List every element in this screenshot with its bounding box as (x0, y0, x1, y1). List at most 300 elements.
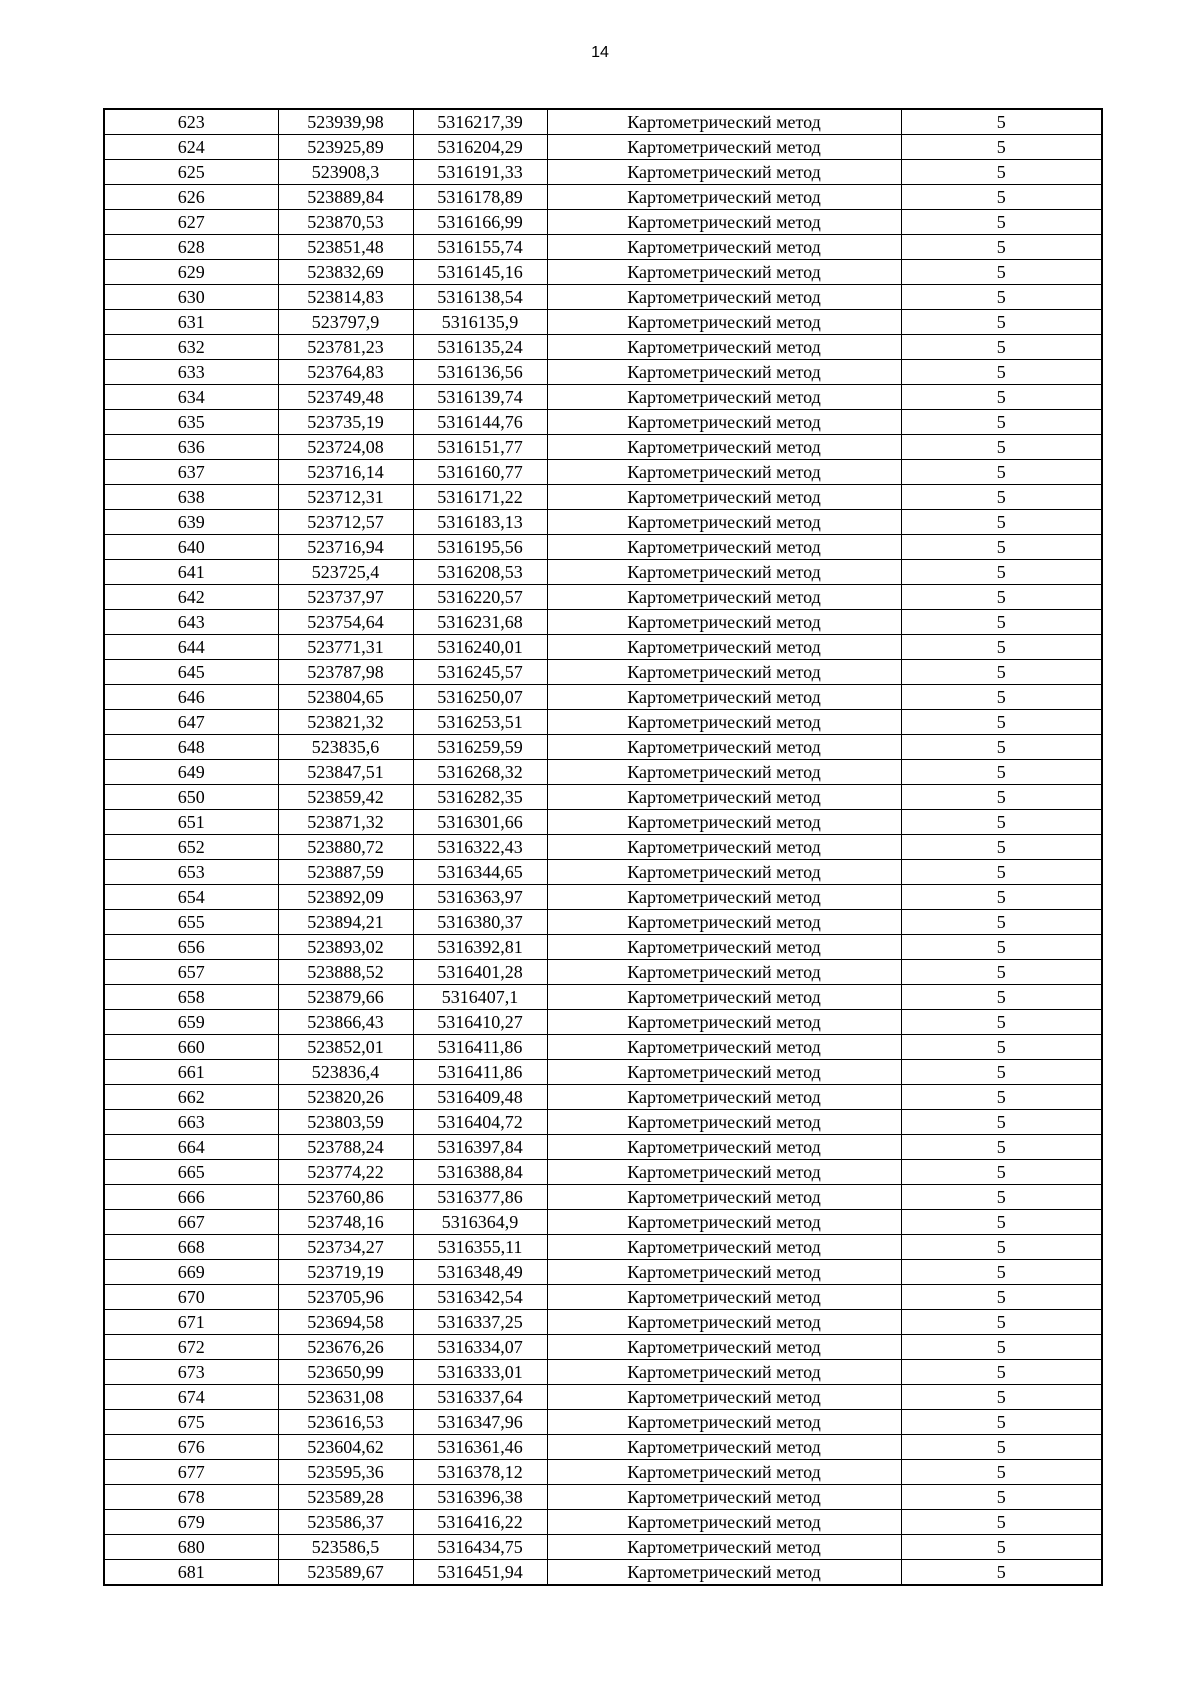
method-cell: Картометрический метод (547, 410, 901, 435)
point-number-cell: 623 (104, 109, 278, 135)
accuracy-cell: 5 (901, 1210, 1102, 1235)
method-cell: Картометрический метод (547, 1510, 901, 1535)
y-coordinate-cell: 5316144,76 (413, 410, 547, 435)
x-coordinate-cell: 523866,43 (278, 1010, 413, 1035)
accuracy-cell: 5 (901, 1535, 1102, 1560)
x-coordinate-cell: 523804,65 (278, 685, 413, 710)
method-cell: Картометрический метод (547, 860, 901, 885)
point-number-cell: 680 (104, 1535, 278, 1560)
table-row (104, 310, 1102, 335)
method-cell: Картометрический метод (547, 1110, 901, 1135)
table-row (104, 1310, 1102, 1335)
x-coordinate-cell: 523586,5 (278, 1535, 413, 1560)
x-coordinate-cell: 523650,99 (278, 1360, 413, 1385)
method-cell: Картометрический метод (547, 910, 901, 935)
point-number-cell: 643 (104, 610, 278, 635)
y-coordinate-cell: 5316434,75 (413, 1535, 547, 1560)
method-cell: Картометрический метод (547, 560, 901, 585)
table-row (104, 910, 1102, 935)
table-row (104, 1085, 1102, 1110)
y-coordinate-cell: 5316136,56 (413, 360, 547, 385)
method-cell: Картометрический метод (547, 1560, 901, 1586)
table-row (104, 385, 1102, 410)
x-coordinate-cell: 523748,16 (278, 1210, 413, 1235)
x-coordinate-cell: 523712,57 (278, 510, 413, 535)
y-coordinate-cell: 5316220,57 (413, 585, 547, 610)
method-cell: Картометрический метод (547, 685, 901, 710)
accuracy-cell: 5 (901, 910, 1102, 935)
x-coordinate-cell: 523781,23 (278, 335, 413, 360)
accuracy-cell: 5 (901, 1185, 1102, 1210)
method-cell: Картометрический метод (547, 835, 901, 860)
x-coordinate-cell: 523851,48 (278, 235, 413, 260)
method-cell: Картометрический метод (547, 935, 901, 960)
accuracy-cell: 5 (901, 385, 1102, 410)
method-cell: Картометрический метод (547, 885, 901, 910)
point-number-cell: 673 (104, 1360, 278, 1385)
point-number-cell: 655 (104, 910, 278, 935)
x-coordinate-cell: 523835,6 (278, 735, 413, 760)
y-coordinate-cell: 5316411,86 (413, 1035, 547, 1060)
y-coordinate-cell: 5316240,01 (413, 635, 547, 660)
method-cell: Картометрический метод (547, 810, 901, 835)
y-coordinate-cell: 5316145,16 (413, 260, 547, 285)
y-coordinate-cell: 5316451,94 (413, 1560, 547, 1586)
method-cell: Картометрический метод (547, 360, 901, 385)
table-row (104, 1410, 1102, 1435)
point-number-cell: 681 (104, 1560, 278, 1586)
method-cell: Картометрический метод (547, 1535, 901, 1560)
y-coordinate-cell: 5316250,07 (413, 685, 547, 710)
accuracy-cell: 5 (901, 1285, 1102, 1310)
point-number-cell: 676 (104, 1435, 278, 1460)
y-coordinate-cell: 5316268,32 (413, 760, 547, 785)
accuracy-cell: 5 (901, 1410, 1102, 1435)
table-row (104, 135, 1102, 160)
table-row (104, 1010, 1102, 1035)
accuracy-cell: 5 (901, 260, 1102, 285)
accuracy-cell: 5 (901, 810, 1102, 835)
point-number-cell: 644 (104, 635, 278, 660)
method-cell: Картометрический метод (547, 185, 901, 210)
method-cell: Картометрический метод (547, 1035, 901, 1060)
accuracy-cell: 5 (901, 710, 1102, 735)
accuracy-cell: 5 (901, 310, 1102, 335)
y-coordinate-cell: 5316135,9 (413, 310, 547, 335)
x-coordinate-cell: 523892,09 (278, 885, 413, 910)
point-number-cell: 642 (104, 585, 278, 610)
method-cell: Картометрический метод (547, 1135, 901, 1160)
point-number-cell: 656 (104, 935, 278, 960)
accuracy-cell: 5 (901, 1135, 1102, 1160)
point-number-cell: 648 (104, 735, 278, 760)
page-number: 14 (591, 44, 609, 61)
table-row (104, 885, 1102, 910)
method-cell: Картометрический метод (547, 1360, 901, 1385)
y-coordinate-cell: 5316191,33 (413, 160, 547, 185)
y-coordinate-cell: 5316347,96 (413, 1410, 547, 1435)
method-cell: Картометрический метод (547, 1160, 901, 1185)
method-cell: Картометрический метод (547, 1485, 901, 1510)
y-coordinate-cell: 5316195,56 (413, 535, 547, 560)
point-number-cell: 653 (104, 860, 278, 885)
accuracy-cell: 5 (901, 485, 1102, 510)
table-row (104, 285, 1102, 310)
table-row (104, 735, 1102, 760)
method-cell: Картометрический метод (547, 1085, 901, 1110)
x-coordinate-cell: 523894,21 (278, 910, 413, 935)
method-cell: Картометрический метод (547, 1460, 901, 1485)
x-coordinate-cell: 523870,53 (278, 210, 413, 235)
y-coordinate-cell: 5316397,84 (413, 1135, 547, 1160)
accuracy-cell: 5 (901, 160, 1102, 185)
table-row (104, 1185, 1102, 1210)
table-row (104, 1110, 1102, 1135)
accuracy-cell: 5 (901, 585, 1102, 610)
table-row (104, 510, 1102, 535)
accuracy-cell: 5 (901, 735, 1102, 760)
x-coordinate-cell: 523893,02 (278, 935, 413, 960)
accuracy-cell: 5 (901, 1235, 1102, 1260)
y-coordinate-cell: 5316404,72 (413, 1110, 547, 1135)
y-coordinate-cell: 5316348,49 (413, 1260, 547, 1285)
x-coordinate-cell: 523705,96 (278, 1285, 413, 1310)
table-row (104, 1385, 1102, 1410)
table-row (104, 535, 1102, 560)
point-number-cell: 634 (104, 385, 278, 410)
accuracy-cell: 5 (901, 235, 1102, 260)
accuracy-cell: 5 (901, 685, 1102, 710)
table-row (104, 109, 1102, 135)
method-cell: Картометрический метод (547, 1060, 901, 1085)
x-coordinate-cell: 523880,72 (278, 835, 413, 860)
point-number-cell: 635 (104, 410, 278, 435)
y-coordinate-cell: 5316139,74 (413, 385, 547, 410)
table-row (104, 460, 1102, 485)
table-row (104, 435, 1102, 460)
y-coordinate-cell: 5316355,11 (413, 1235, 547, 1260)
point-number-cell: 669 (104, 1260, 278, 1285)
y-coordinate-cell: 5316183,13 (413, 510, 547, 535)
x-coordinate-cell: 523589,67 (278, 1560, 413, 1586)
y-coordinate-cell: 5316334,07 (413, 1335, 547, 1360)
point-number-cell: 670 (104, 1285, 278, 1310)
x-coordinate-cell: 523832,69 (278, 260, 413, 285)
y-coordinate-cell: 5316208,53 (413, 560, 547, 585)
point-number-cell: 661 (104, 1060, 278, 1085)
method-cell: Картометрический метод (547, 1335, 901, 1360)
accuracy-cell: 5 (901, 885, 1102, 910)
table-row (104, 260, 1102, 285)
accuracy-cell: 5 (901, 410, 1102, 435)
method-cell: Картометрический метод (547, 785, 901, 810)
x-coordinate-cell: 523616,53 (278, 1410, 413, 1435)
accuracy-cell: 5 (901, 1460, 1102, 1485)
x-coordinate-cell: 523820,26 (278, 1085, 413, 1110)
x-coordinate-cell: 523724,08 (278, 435, 413, 460)
accuracy-cell: 5 (901, 1160, 1102, 1185)
method-cell: Картометрический метод (547, 1210, 901, 1235)
method-cell: Картометрический метод (547, 710, 901, 735)
accuracy-cell: 5 (901, 1510, 1102, 1535)
table-row (104, 1260, 1102, 1285)
point-number-cell: 649 (104, 760, 278, 785)
x-coordinate-cell: 523925,89 (278, 135, 413, 160)
x-coordinate-cell: 523859,42 (278, 785, 413, 810)
y-coordinate-cell: 5316282,35 (413, 785, 547, 810)
y-coordinate-cell: 5316301,66 (413, 810, 547, 835)
y-coordinate-cell: 5316380,37 (413, 910, 547, 935)
point-number-cell: 624 (104, 135, 278, 160)
method-cell: Картометрический метод (547, 535, 901, 560)
x-coordinate-cell: 523716,14 (278, 460, 413, 485)
table-row (104, 485, 1102, 510)
x-coordinate-cell: 523586,37 (278, 1510, 413, 1535)
table-row (104, 235, 1102, 260)
x-coordinate-cell: 523847,51 (278, 760, 413, 785)
method-cell: Картометрический метод (547, 1010, 901, 1035)
accuracy-cell: 5 (901, 535, 1102, 560)
method-cell: Картометрический метод (547, 585, 901, 610)
table-row (104, 360, 1102, 385)
method-cell: Картометрический метод (547, 109, 901, 135)
point-number-cell: 632 (104, 335, 278, 360)
point-number-cell: 651 (104, 810, 278, 835)
accuracy-cell: 5 (901, 109, 1102, 135)
method-cell: Картометрический метод (547, 210, 901, 235)
accuracy-cell: 5 (901, 1010, 1102, 1035)
table-row (104, 160, 1102, 185)
point-number-cell: 640 (104, 535, 278, 560)
point-number-cell: 626 (104, 185, 278, 210)
method-cell: Картометрический метод (547, 260, 901, 285)
point-number-cell: 650 (104, 785, 278, 810)
x-coordinate-cell: 523803,59 (278, 1110, 413, 1135)
point-number-cell: 627 (104, 210, 278, 235)
y-coordinate-cell: 5316253,51 (413, 710, 547, 735)
x-coordinate-cell: 523631,08 (278, 1385, 413, 1410)
x-coordinate-cell: 523836,4 (278, 1060, 413, 1085)
coordinates-table-body (104, 109, 1102, 1585)
point-number-cell: 668 (104, 1235, 278, 1260)
x-coordinate-cell: 523889,84 (278, 185, 413, 210)
y-coordinate-cell: 5316204,29 (413, 135, 547, 160)
x-coordinate-cell: 523888,52 (278, 960, 413, 985)
y-coordinate-cell: 5316178,89 (413, 185, 547, 210)
point-number-cell: 652 (104, 835, 278, 860)
accuracy-cell: 5 (901, 660, 1102, 685)
table-row (104, 560, 1102, 585)
method-cell: Картометрический метод (547, 610, 901, 635)
table-row (104, 1035, 1102, 1060)
point-number-cell: 630 (104, 285, 278, 310)
accuracy-cell: 5 (901, 1035, 1102, 1060)
method-cell: Картометрический метод (547, 1435, 901, 1460)
y-coordinate-cell: 5316155,74 (413, 235, 547, 260)
x-coordinate-cell: 523737,97 (278, 585, 413, 610)
table-row (104, 1560, 1102, 1586)
point-number-cell: 678 (104, 1485, 278, 1510)
table-row (104, 335, 1102, 360)
accuracy-cell: 5 (901, 135, 1102, 160)
table-row (104, 1360, 1102, 1385)
table-row (104, 960, 1102, 985)
table-row (104, 210, 1102, 235)
point-number-cell: 657 (104, 960, 278, 985)
x-coordinate-cell: 523774,22 (278, 1160, 413, 1185)
point-number-cell: 662 (104, 1085, 278, 1110)
table-row (104, 1235, 1102, 1260)
y-coordinate-cell: 5316396,38 (413, 1485, 547, 1510)
accuracy-cell: 5 (901, 460, 1102, 485)
point-number-cell: 666 (104, 1185, 278, 1210)
method-cell: Картометрический метод (547, 510, 901, 535)
point-number-cell: 658 (104, 985, 278, 1010)
method-cell: Картометрический метод (547, 760, 901, 785)
point-number-cell: 647 (104, 710, 278, 735)
accuracy-cell: 5 (901, 1385, 1102, 1410)
table-row (104, 1060, 1102, 1085)
method-cell: Картометрический метод (547, 385, 901, 410)
method-cell: Картометрический метод (547, 160, 901, 185)
accuracy-cell: 5 (901, 835, 1102, 860)
table-row (104, 785, 1102, 810)
table-row (104, 985, 1102, 1010)
method-cell: Картометрический метод (547, 1235, 901, 1260)
point-number-cell: 631 (104, 310, 278, 335)
coordinates-table (103, 108, 1103, 1586)
point-number-cell: 677 (104, 1460, 278, 1485)
x-coordinate-cell: 523771,31 (278, 635, 413, 660)
y-coordinate-cell: 5316337,25 (413, 1310, 547, 1335)
table-row (104, 1335, 1102, 1360)
accuracy-cell: 5 (901, 1060, 1102, 1085)
accuracy-cell: 5 (901, 210, 1102, 235)
y-coordinate-cell: 5316138,54 (413, 285, 547, 310)
method-cell: Картометрический метод (547, 335, 901, 360)
accuracy-cell: 5 (901, 860, 1102, 885)
point-number-cell: 667 (104, 1210, 278, 1235)
x-coordinate-cell: 523749,48 (278, 385, 413, 410)
y-coordinate-cell: 5316342,54 (413, 1285, 547, 1310)
point-number-cell: 654 (104, 885, 278, 910)
point-number-cell: 672 (104, 1335, 278, 1360)
table-row (104, 185, 1102, 210)
accuracy-cell: 5 (901, 510, 1102, 535)
accuracy-cell: 5 (901, 1335, 1102, 1360)
x-coordinate-cell: 523735,19 (278, 410, 413, 435)
table-row (104, 1535, 1102, 1560)
point-number-cell: 664 (104, 1135, 278, 1160)
x-coordinate-cell: 523887,59 (278, 860, 413, 885)
point-number-cell: 663 (104, 1110, 278, 1135)
point-number-cell: 641 (104, 560, 278, 585)
table-row (104, 1460, 1102, 1485)
accuracy-cell: 5 (901, 985, 1102, 1010)
y-coordinate-cell: 5316363,97 (413, 885, 547, 910)
y-coordinate-cell: 5316171,22 (413, 485, 547, 510)
point-number-cell: 659 (104, 1010, 278, 1035)
accuracy-cell: 5 (901, 760, 1102, 785)
x-coordinate-cell: 523871,32 (278, 810, 413, 835)
method-cell: Картометрический метод (547, 1410, 901, 1435)
y-coordinate-cell: 5316166,99 (413, 210, 547, 235)
table-row (104, 685, 1102, 710)
method-cell: Картометрический метод (547, 660, 901, 685)
table-row (104, 835, 1102, 860)
table-row (104, 610, 1102, 635)
point-number-cell: 675 (104, 1410, 278, 1435)
method-cell: Картометрический метод (547, 1285, 901, 1310)
point-number-cell: 660 (104, 1035, 278, 1060)
method-cell: Картометрический метод (547, 235, 901, 260)
point-number-cell: 671 (104, 1310, 278, 1335)
accuracy-cell: 5 (901, 1360, 1102, 1385)
accuracy-cell: 5 (901, 335, 1102, 360)
y-coordinate-cell: 5316361,46 (413, 1435, 547, 1460)
method-cell: Картометрический метод (547, 985, 901, 1010)
table-row (104, 1210, 1102, 1235)
point-number-cell: 633 (104, 360, 278, 385)
x-coordinate-cell: 523814,83 (278, 285, 413, 310)
y-coordinate-cell: 5316410,27 (413, 1010, 547, 1035)
x-coordinate-cell: 523716,94 (278, 535, 413, 560)
method-cell: Картометрический метод (547, 735, 901, 760)
method-cell: Картометрический метод (547, 635, 901, 660)
x-coordinate-cell: 523589,28 (278, 1485, 413, 1510)
y-coordinate-cell: 5316409,48 (413, 1085, 547, 1110)
accuracy-cell: 5 (901, 785, 1102, 810)
accuracy-cell: 5 (901, 560, 1102, 585)
y-coordinate-cell: 5316364,9 (413, 1210, 547, 1235)
table-row (104, 585, 1102, 610)
y-coordinate-cell: 5316160,77 (413, 460, 547, 485)
table-row (104, 660, 1102, 685)
y-coordinate-cell: 5316416,22 (413, 1510, 547, 1535)
table-row (104, 1435, 1102, 1460)
y-coordinate-cell: 5316378,12 (413, 1460, 547, 1485)
accuracy-cell: 5 (901, 435, 1102, 460)
y-coordinate-cell: 5316135,24 (413, 335, 547, 360)
accuracy-cell: 5 (901, 360, 1102, 385)
accuracy-cell: 5 (901, 635, 1102, 660)
y-coordinate-cell: 5316333,01 (413, 1360, 547, 1385)
point-number-cell: 637 (104, 460, 278, 485)
accuracy-cell: 5 (901, 1110, 1102, 1135)
table-row (104, 635, 1102, 660)
x-coordinate-cell: 523694,58 (278, 1310, 413, 1335)
method-cell: Картометрический метод (547, 960, 901, 985)
y-coordinate-cell: 5316259,59 (413, 735, 547, 760)
table-row (104, 760, 1102, 785)
point-number-cell: 679 (104, 1510, 278, 1535)
method-cell: Картометрический метод (547, 460, 901, 485)
method-cell: Картометрический метод (547, 485, 901, 510)
point-number-cell: 645 (104, 660, 278, 685)
y-coordinate-cell: 5316392,81 (413, 935, 547, 960)
point-number-cell: 665 (104, 1160, 278, 1185)
y-coordinate-cell: 5316407,1 (413, 985, 547, 1010)
x-coordinate-cell: 523852,01 (278, 1035, 413, 1060)
y-coordinate-cell: 5316388,84 (413, 1160, 547, 1185)
table-row (104, 1485, 1102, 1510)
table-row (104, 1510, 1102, 1535)
accuracy-cell: 5 (901, 185, 1102, 210)
table-row (104, 860, 1102, 885)
table-row (104, 1285, 1102, 1310)
point-number-cell: 646 (104, 685, 278, 710)
y-coordinate-cell: 5316411,86 (413, 1060, 547, 1085)
